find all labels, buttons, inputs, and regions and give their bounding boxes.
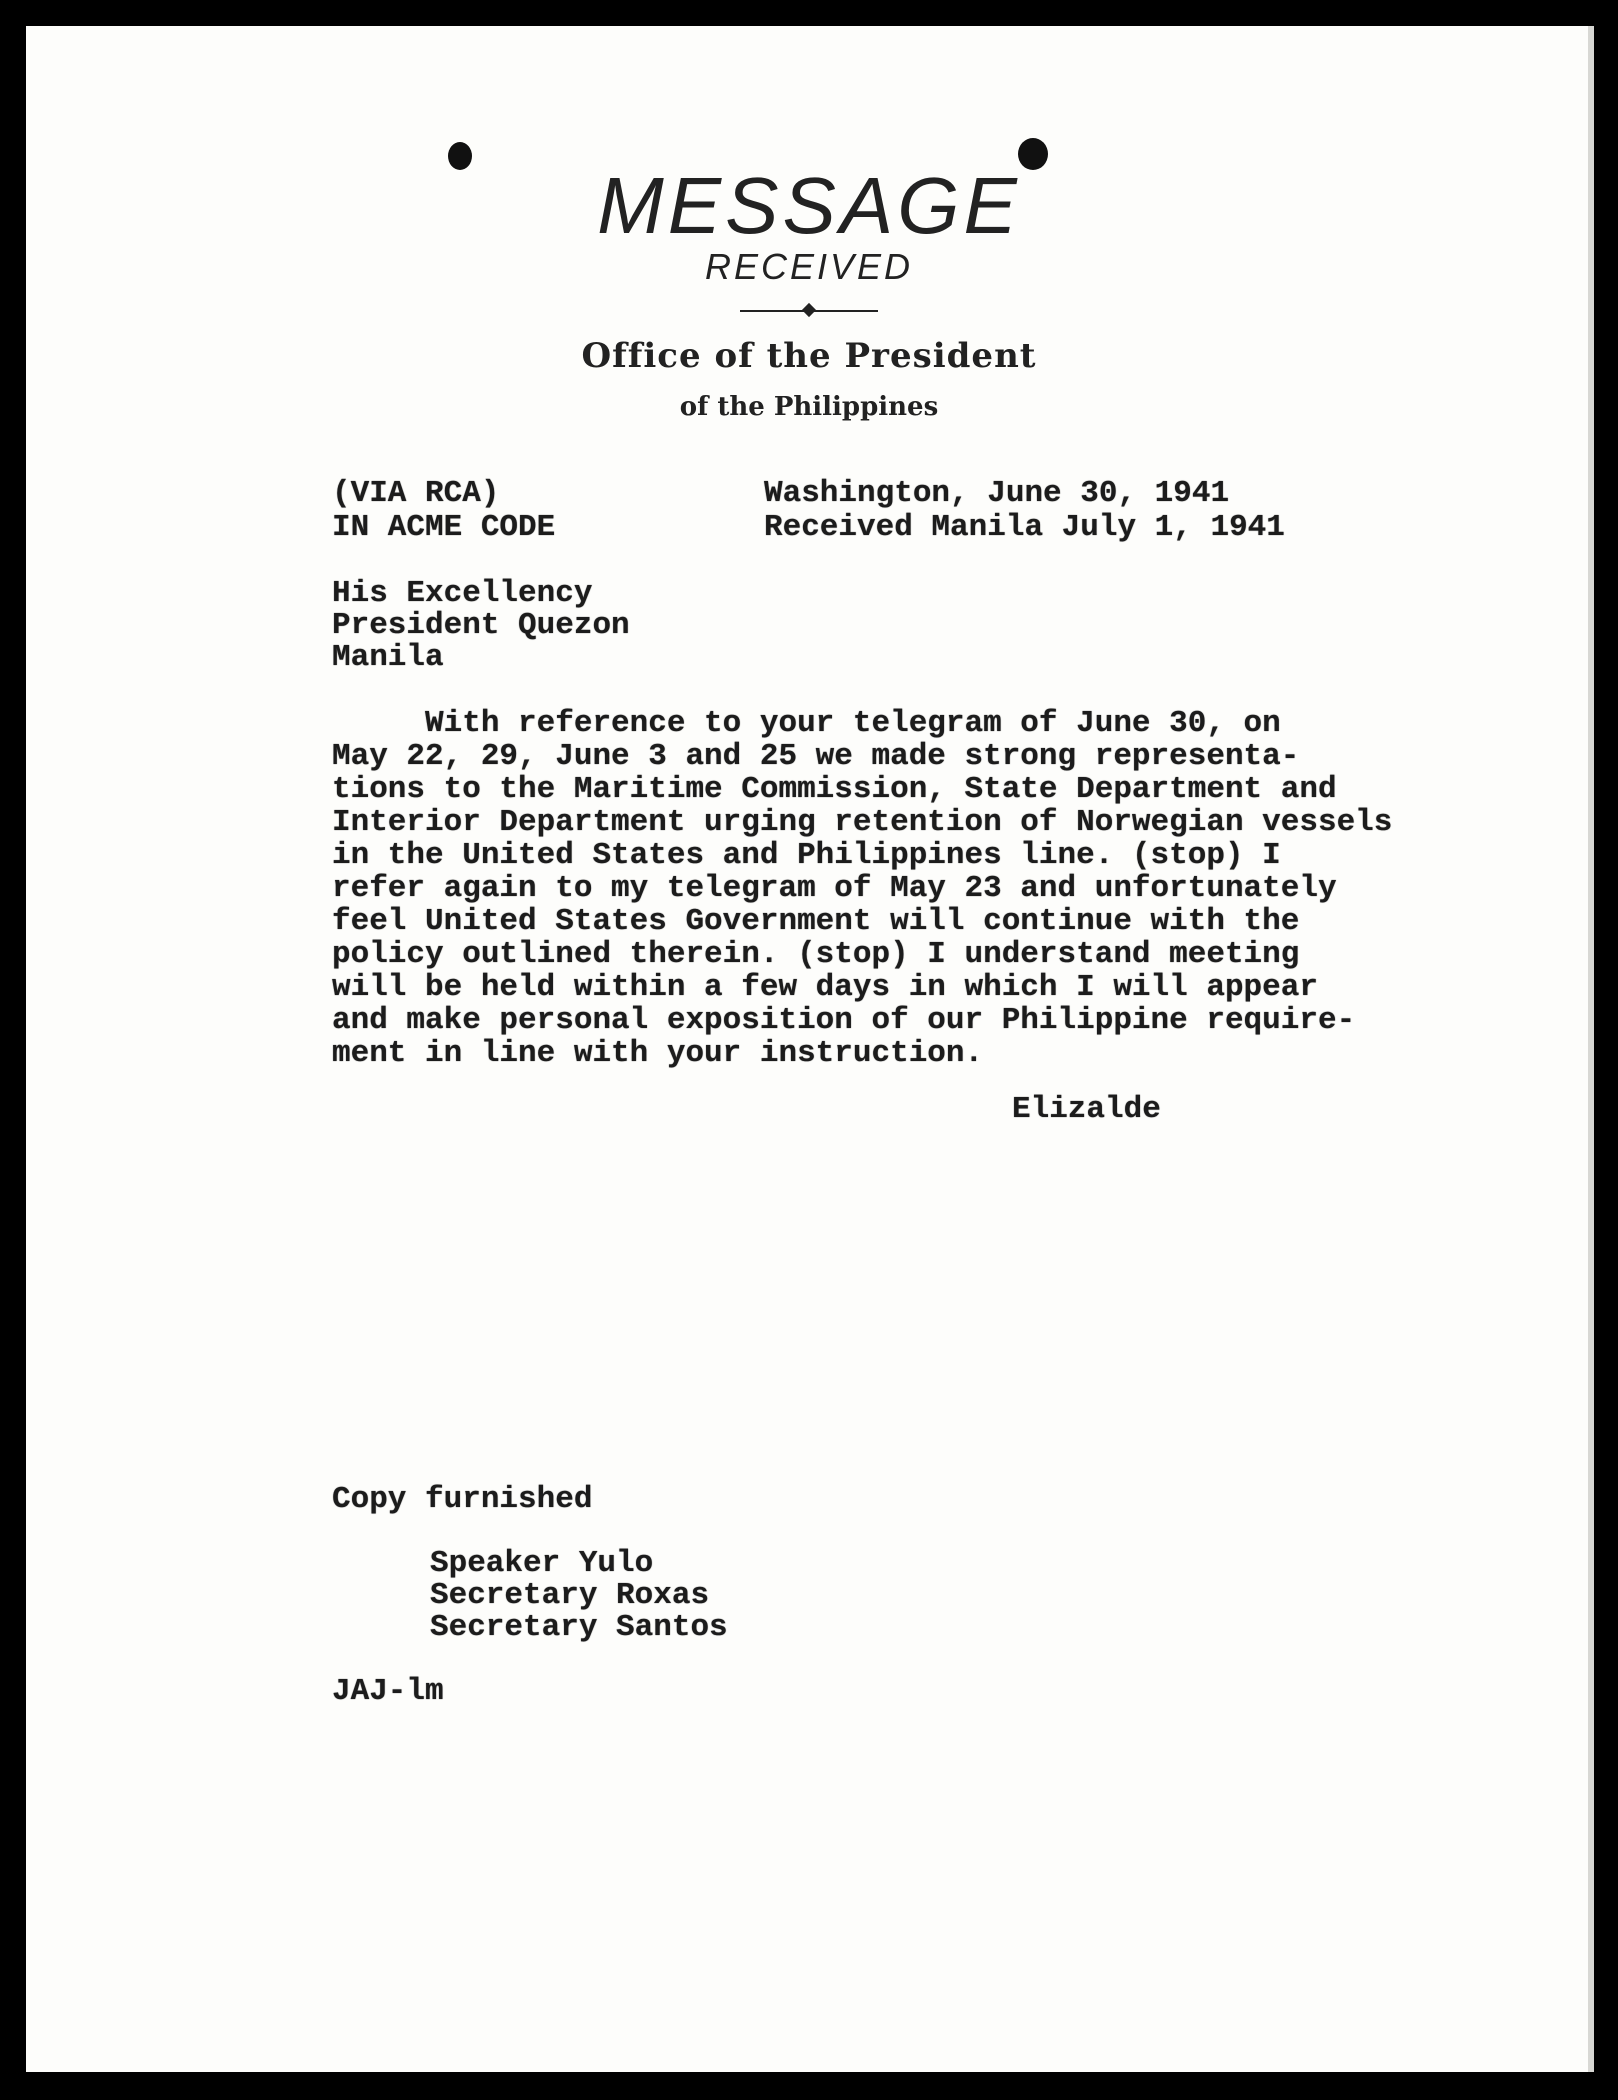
addressee-city: Manila xyxy=(332,640,444,675)
body-line: will be held within a few days in which I will appear xyxy=(332,970,1318,1005)
body-line: refer again to my telegram of May 23 and unfortunately xyxy=(332,871,1337,906)
copy-recipient: Secretary Santos xyxy=(430,1610,728,1645)
reference-initials: JAJ-lm xyxy=(332,1674,444,1709)
letterhead-office: Office of the President xyxy=(581,336,1037,376)
addressee-title: His Excellency xyxy=(332,576,593,611)
received-date: Received Manila July 1, 1941 xyxy=(764,510,1285,545)
letterhead-title: MESSAGE xyxy=(597,161,1021,250)
body-line: and make personal exposition of our Philippine require- xyxy=(332,1003,1356,1038)
copy-recipient: Speaker Yulo xyxy=(430,1546,654,1581)
letterhead-rule-right xyxy=(814,310,878,312)
letterhead-rule-left xyxy=(740,310,804,312)
body-line: in the United States and Philippines line. (stop) I xyxy=(332,838,1281,873)
origin-date: Washington, June 30, 1941 xyxy=(764,476,1230,511)
body-line: tions to the Maritime Commission, State Department and xyxy=(332,772,1337,807)
routing-via: (VIA RCA) xyxy=(332,476,500,511)
body-line: With reference to your telegram of June 30, on xyxy=(332,706,1281,741)
body-line: ment in line with your instruction. xyxy=(332,1036,984,1071)
routing-code: IN ACME CODE xyxy=(332,510,556,545)
body-line: feel United States Government will continue with the xyxy=(332,904,1300,939)
body-line: policy outlined therein. (stop) I understand meeting xyxy=(332,937,1300,972)
copy-recipient: Secretary Roxas xyxy=(430,1578,710,1613)
addressee-name: President Quezon xyxy=(332,608,630,643)
signature: Elizalde xyxy=(1012,1092,1161,1127)
body-line: Interior Department urging retention of Norwegian vessels xyxy=(332,805,1393,840)
letterhead-country: of the Philippines xyxy=(679,392,939,422)
letterhead-subtitle: RECEIVED xyxy=(704,246,914,287)
body-line: May 22, 29, June 3 and 25 we made strong representa- xyxy=(332,739,1300,774)
copy-furnished-label: Copy furnished xyxy=(332,1482,593,1517)
